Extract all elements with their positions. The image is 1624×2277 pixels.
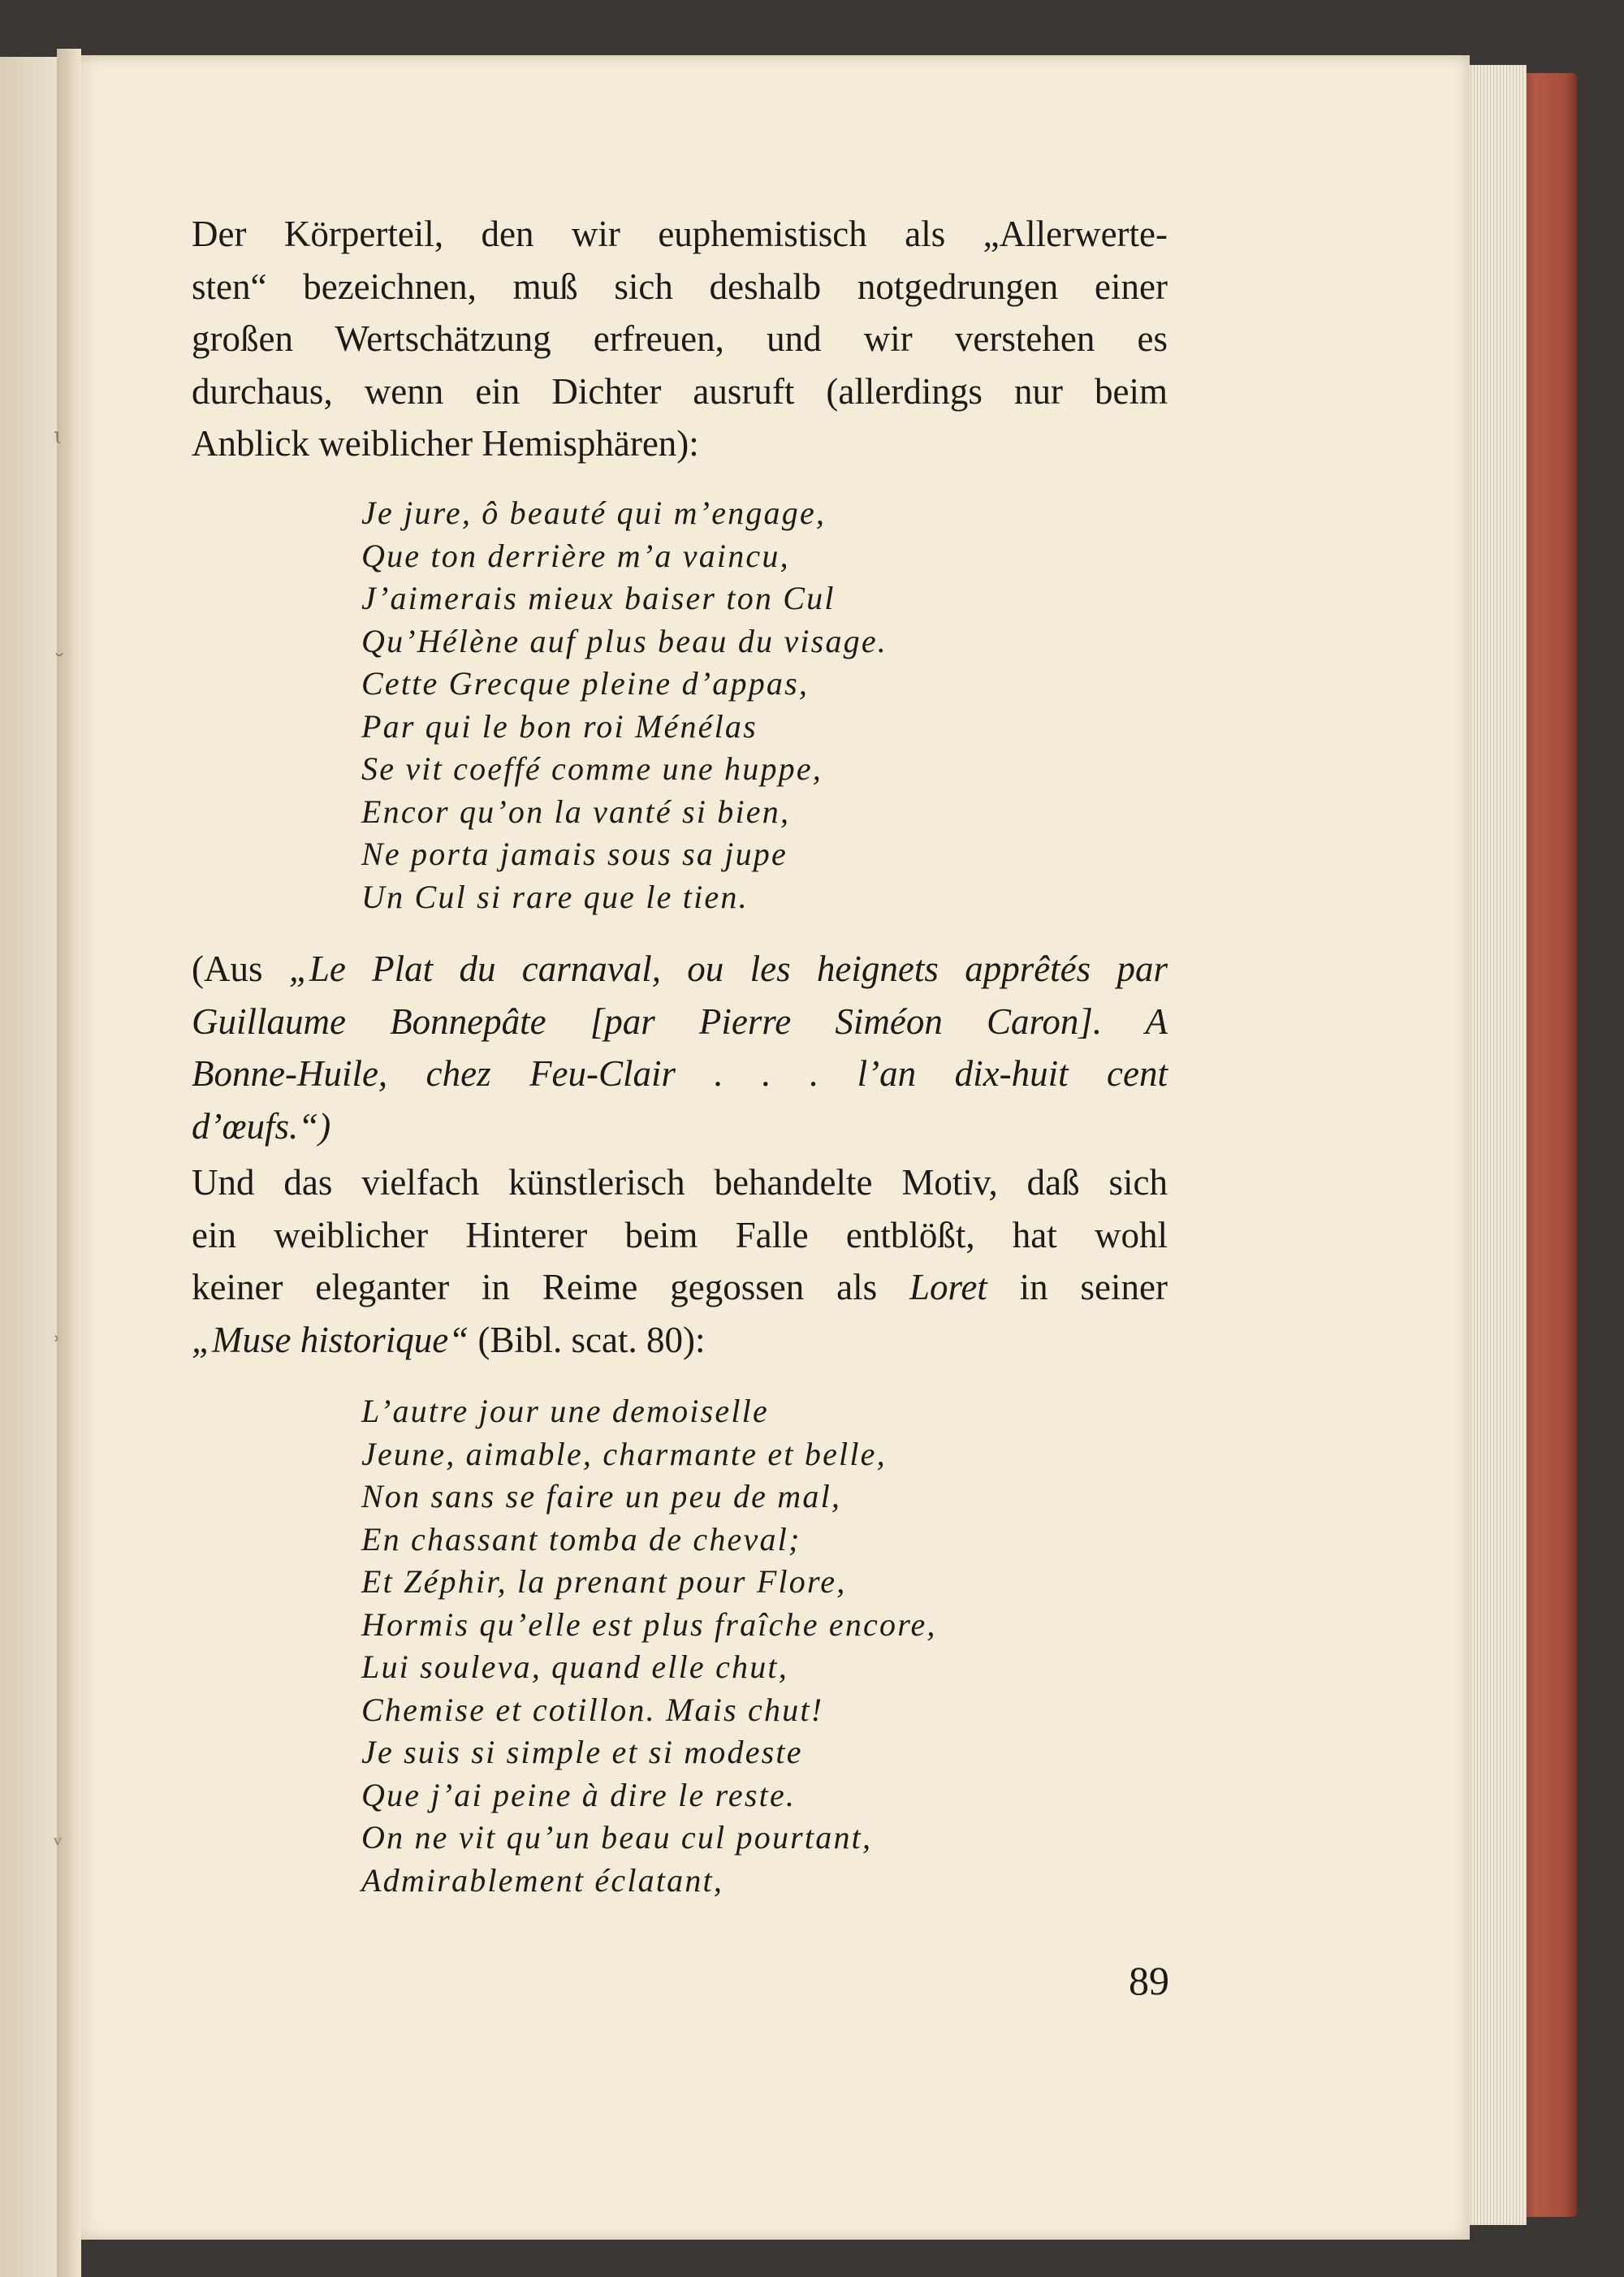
source-note (192, 943, 1168, 1152)
text-line (192, 1261, 1168, 1314)
page-number: 89 (1129, 1958, 1169, 2003)
text-run: (Bibl. scat. 80): (469, 1319, 706, 1360)
text-line: Guillaume Bonnepâte [par Pierre Siméon Caron]. A (192, 1000, 1168, 1042)
verse-line: Admirablement éclatant, (361, 1861, 724, 1899)
verse-line: Par qui le bon roi Ménélas (361, 707, 758, 745)
verse-line: Qu’Hélène auf plus beau du visage. (361, 622, 888, 659)
text-line: sten“ bezeichnen, muß sich deshalb notgedrungen einer (192, 266, 1168, 307)
work-title: „Muse historique“ (192, 1319, 469, 1360)
note-title: „Le Plat du carnaval, ou les heignets apprêtés par (288, 948, 1168, 989)
text-line: ein weiblicher Hinterer beim Falle entblößt, hat wohl (192, 1214, 1168, 1255)
verse-line: Non sans se faire un peu de mal, (361, 1478, 842, 1514)
verse-line: On ne vit qu’un beau cul pourtant, (361, 1819, 873, 1856)
paragraph-motif (192, 1156, 1168, 1366)
verse-line: Cette Grecque pleine d’appas, (361, 665, 810, 702)
page-stack-edges (1462, 65, 1527, 2225)
verse-line: Ne porta jamais sous sa jupe (361, 836, 788, 872)
verse-line: Un Cul si rare que le tien. (361, 878, 749, 915)
verse-line: Je jure, ô beauté qui m’engage, (361, 495, 827, 531)
text-line: durchaus, wenn ein Dichter ausruft (allerdings nur beim (192, 370, 1168, 412)
verse-line: J’aimerais mieux baiser ton Cul (361, 580, 836, 616)
verse-line: Hormis qu’elle est plus fraîche encore, (361, 1605, 937, 1643)
verse-line: Jeune, aimable, charmante et belle, (361, 1435, 887, 1472)
paragraph-intro (192, 208, 1168, 470)
verse-line: En chassant tomba de cheval; (361, 1520, 801, 1558)
verse-line: Encor qu’on la vanté si bien, (361, 793, 791, 830)
text-line: Anblick weiblicher Hemisphären): (192, 423, 699, 464)
text-line: großen Wertschätzung erfreuen, und wir verstehen es (192, 318, 1168, 359)
note-prefix: (Aus (192, 948, 289, 989)
text-line: Der Körperteil, den wir euphemistisch als „Allerwerte- (192, 214, 1168, 254)
verse-line: Lui souleva, quand elle chut, (361, 1648, 788, 1685)
book-cover-edge (1518, 73, 1577, 2217)
text-run: in seiner (987, 1267, 1168, 1307)
poem-second (361, 1390, 937, 1902)
page-gutter (57, 49, 81, 2277)
margin-mark: ᵛ (54, 1831, 63, 1858)
text-line (192, 1314, 1168, 1367)
verse-line: Et Zéphir, la prenant pour Flore, (361, 1563, 847, 1600)
verse-line: L’autre jour une demoiselle (361, 1393, 769, 1429)
margin-mark: ʾ (54, 1332, 61, 1359)
author-name: Loret (909, 1267, 987, 1307)
text-run: keiner eleganter in Reime gegossen als (192, 1267, 909, 1307)
verse-line: Que j’ai peine à dire le reste. (361, 1776, 797, 1813)
text-line: Und das vielfach künstlerisch behandelte Motiv, daß sich (192, 1162, 1168, 1203)
verse-line: Je suis si simple et si modeste (361, 1734, 803, 1770)
left-page-edge (0, 57, 57, 2277)
verse-line: Chemise et cotillon. Mais chut! (361, 1691, 824, 1728)
verse-line: Que ton derrière m’a vaincu, (361, 537, 790, 574)
text-line: Bonne-Huile, chez Feu-Clair . . . l’an dix-huit cent (192, 1053, 1168, 1094)
poem-first (361, 492, 888, 918)
margin-mark: ˘ (54, 650, 65, 676)
text-line: d’œufs.“) (192, 1105, 331, 1147)
verse-line: Se vit coeffé comme une huppe, (361, 750, 823, 787)
margin-mark: ɩ (54, 422, 63, 449)
text-line (192, 943, 1168, 996)
